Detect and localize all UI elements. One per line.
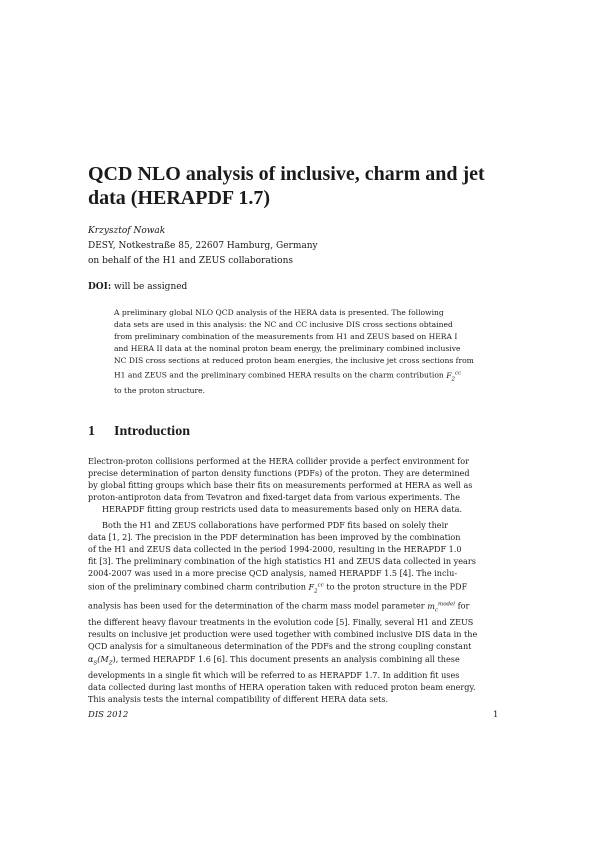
paragraph-line: data collected during last months of HERA operation taken with reduced proton beam energy. (88, 682, 476, 693)
footer-conference: DIS 2012 (88, 710, 129, 720)
doi-label: DOI: (88, 282, 112, 292)
section-title: Introduction (114, 424, 190, 439)
title-line-2: data (HERAPDF 1.7) (88, 187, 271, 209)
paragraph-line: HERAPDF fitting group restricts used data to measurements based only on HERA data. (102, 504, 462, 515)
collaboration-note: on behalf of the H1 and ZEUS collaborations (88, 256, 294, 266)
f2cc-symbol: $F_2^{cc}$ (446, 370, 462, 383)
paragraph-line: by global fitting groups which base their fits on measurements performed at HERA as well as (88, 480, 473, 491)
author-affiliation: DESY, Notkestraße 85, 22607 Hamburg, Germany (88, 241, 318, 251)
title-line-1: QCD NLO analysis of inclusive, charm and jet (88, 163, 485, 185)
paragraph-line: Electron-proton collisions performed at the HERA collider provide a perfect environment for (88, 456, 470, 466)
abstract-line-text: H1 and ZEUS and the preliminary combined HERA results on the charm contribution (114, 370, 444, 380)
abstract-line: A preliminary global NLO QCD analysis of the HERA data is presented. The following (114, 308, 444, 317)
doi-value: will be assigned (111, 282, 188, 292)
paragraph-line: This analysis tests the internal compatibility of different HERA data sets. (88, 694, 389, 705)
page-number: 1 (493, 710, 499, 720)
paragraph-line: results on inclusive jet production were used together with combined inclusive DIS data in the (88, 629, 478, 640)
author-name: Krzysztof Nowak (88, 226, 166, 236)
paragraph-line: precise determination of parton density functions (PDFs) of the proton. They are determined (88, 468, 470, 479)
paragraph-line: $\alpha_S(M_Z)$, termed HERAPDF 1.6 [6]. This document presents an analysis combining all these (88, 653, 460, 667)
paragraph-line: fit [3]. The preliminary combination of the high statistics H1 and ZEUS data collected in years (88, 556, 476, 567)
paragraph-line: data [1, 2]. The precision in the PDF determination has been improved by the combination (88, 532, 461, 543)
f2cc-symbol: $F_2^{cc}$ (308, 582, 324, 595)
section-number: 1 (88, 424, 95, 439)
mc-model-symbol: $m_c^{model}$ (427, 600, 456, 614)
intro-paragraph-2 (88, 519, 501, 706)
paragraph-line: Both the H1 and ZEUS collaborations have performed PDF fits based on solely their (102, 520, 449, 530)
paragraph-line: of the H1 and ZEUS data collected in the period 1994-2000, resulting in the HERAPDF 1.0 (88, 544, 462, 555)
section-heading (88, 424, 190, 440)
paragraph-line: analysis has been used for the determination of the charm mass model parameter $m_c^{model}$ for (88, 600, 470, 614)
doi-line (88, 282, 187, 292)
paper-title (88, 162, 508, 210)
paragraph-line: 2004-2007 was used in a more precise QCD analysis, named HERAPDF 1.5 [4]. The inclu- (88, 568, 458, 579)
abstract-line (114, 367, 484, 385)
abstract-line: data sets are used in this analysis: the NC and CC inclusive DIS cross sections obtained (114, 320, 453, 329)
paragraph-line: the different heavy flavour treatments in the evolution code [5]. Finally, several H1 and ZEUS (88, 617, 474, 628)
intro-paragraph-1 (88, 455, 501, 515)
abstract-line: and HERA II data at the nominal proton beam energy, the preliminary combined inclusive (114, 344, 461, 353)
paragraph-line: proton-antiproton data from Tevatron and fixed-target data from various experiments. The (88, 492, 461, 503)
abstract-line: NC DIS cross sections at reduced proton beam energies, the inclusive jet cross sections from (114, 356, 474, 365)
paragraph-line: developments in a single fit which will be referred to as HERAPDF 1.7. In addition fit uses (88, 670, 460, 681)
abstract-line: from preliminary combination of the measurements from H1 and ZEUS based on HERA I (114, 332, 458, 341)
paragraph-line: sion of the preliminary combined charm contribution $F_2^{cc}$ to the proton structure in the PDF (88, 582, 468, 595)
alpha-s-symbol: $\alpha_S(M_Z$ (88, 653, 113, 667)
paragraph-line: QCD analysis for a simultaneous determination of the PDFs and the strong coupling constant (88, 641, 472, 652)
abstract-line: to the proton structure. (114, 386, 206, 396)
abstract (114, 307, 484, 397)
